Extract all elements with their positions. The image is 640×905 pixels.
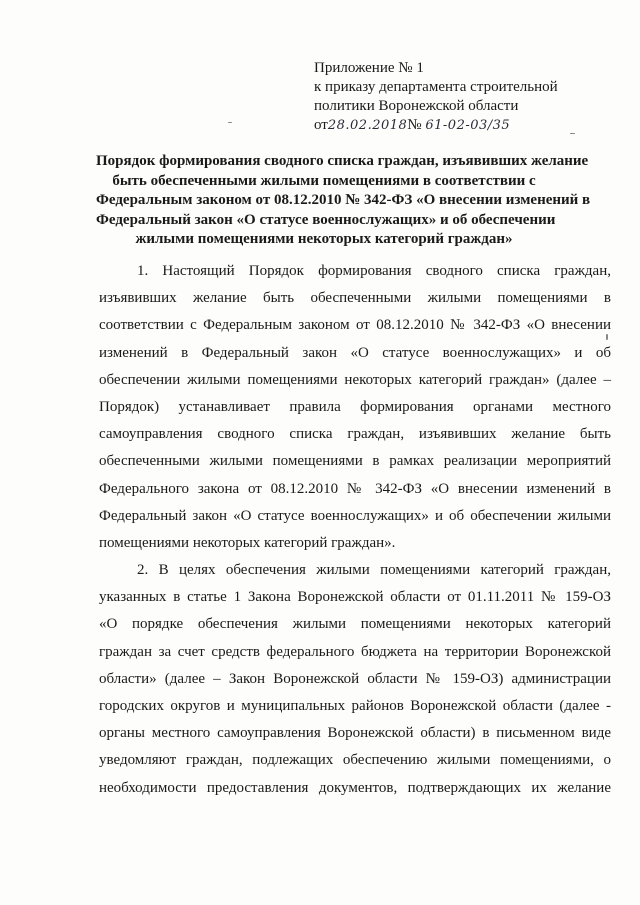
paragraph-line: соответствии с Федеральным законом от 08.12.2010 № 342-ФЗ «О внесении [99,317,611,334]
paragraph-line: обеспеченными жилыми помещениями в рамках реализации мероприятий [99,453,611,470]
paragraph-line: «О порядке обеспечения жилыми помещениями некоторых категорий [99,616,611,633]
appendix-date-line [314,116,614,135]
paragraph-line: граждан за счет средств федерального бюджета на территории Воронежской [99,643,611,660]
paragraph-line: Федерального закона от 08.12.2010 № 342-ФЗ «О внесении изменений в [99,480,611,497]
title-line: быть обеспеченными жилыми помещениями в соответствии с [112,172,536,189]
document-body [99,258,611,802]
paragraph-line: уведомляют граждан, подлежащих обеспечению жилыми помещениями, о [99,752,611,769]
handwritten-date: 28.02.2018 [327,118,408,133]
title-line: Федеральным законом от 08.12.2010 № 342-ФЗ «О внесении изменений в [96,192,591,208]
scan-speck [606,334,608,340]
appendix-order-line: к приказу департамента строительной [314,79,558,95]
paragraph-line: помещениями некоторых категорий граждан». [99,534,396,551]
number-prefix: № [407,117,422,133]
paragraph-line: 1. Настоящий Порядок формирования сводного списка граждан, [137,263,611,279]
appendix-header [314,59,614,135]
handwritten-number: 61-02-03/35 [425,118,511,133]
paragraph-line: Порядок) устанавливает правила формирования органами местного [99,398,611,415]
paragraph-2 [99,557,611,802]
date-prefix: от [314,117,328,133]
appendix-title: Приложение № 1 [314,60,424,76]
title-line: Порядок формирования сводного списка граждан, изъявивших желание [96,153,589,169]
appendix-department-line: политики Воронежской области [314,98,519,114]
paragraph-line: органы местного самоуправления Воронежской области) в письменном виде [99,725,611,742]
paragraph-line: области» (далее – Закон Воронежской области № 159-ОЗ) администрации [99,670,611,687]
paragraph-line: Федеральный закон «О статусе военнослужащих» и об обеспечении жилыми [99,507,611,524]
paragraph-line: указанных в статье 1 Закона Воронежской области от 01.11.2011 № 159-ОЗ [99,589,611,606]
paragraph-line: самоуправления сводного списка граждан, изъявивших желание быть [99,426,611,443]
paragraph-line: обеспечении жилыми помещениями некоторых категорий граждан» (далее – [99,371,611,388]
title-line: Федеральный закон «О статусе военнослужащих» и об обеспечении [96,211,556,228]
title-line: жилыми помещениями некоторых категорий граждан» [135,231,513,247]
paragraph-line: изменений в Федеральный закон «О статусе военнослужащих» и об [99,344,611,361]
paragraph-line: городских округов и муниципальных районов Воронежской области (далее - [99,698,611,714]
paragraph-1 [99,258,611,557]
paragraph-line: 2. В целях обеспечения жилыми помещениями категорий граждан, [137,562,611,579]
scan-speck [570,133,575,134]
document-title [96,152,591,250]
paragraph-line: необходимости предоставления документов, подтверждающих их желание [99,779,611,796]
paragraph-line: изъявивших желание быть обеспеченными жилыми помещениями в [99,290,611,307]
scan-speck [228,122,232,123]
